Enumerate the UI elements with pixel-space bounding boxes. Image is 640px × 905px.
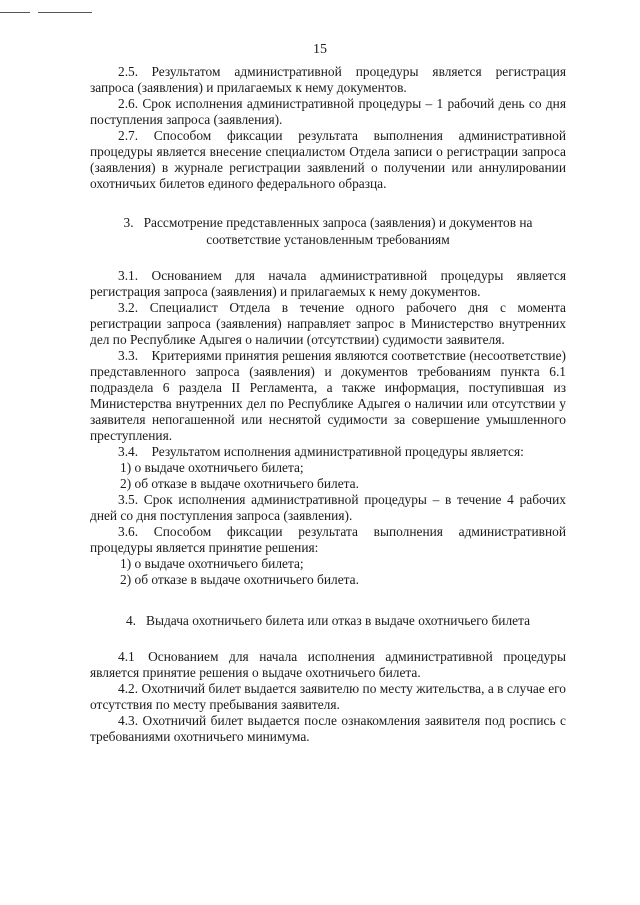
list-item-3-6-1: 1) о выдаче охотничьего билета; <box>120 556 304 571</box>
paragraph-3-3: 3.3. Критериями принятия решения являются соответствие (несоответствие) представленного запроса (заявления) и документов требованиям пункта 6.1 подраздела 6 раздела II Регламента, а также информация, поступившая из Министерства внутренних дел по Республике Адыгея о наличии или отсутствии у заявителя непогашенной или неснятой судимости за совершение умышленного преступления. <box>90 348 566 443</box>
section-4-title: 4. Выдача охотничьего билета или отказ в выдаче охотничьего билета <box>125 613 531 628</box>
paragraph-4-3: 4.3. Охотничий билет выдается после ознакомления заявителя под роспись с требованиями охотничьего минимума. <box>90 713 566 744</box>
document-body <box>90 64 566 745</box>
paragraph-3-6: 3.6. Способом фиксации результата выполнения административной процедуры является принятие решения: <box>90 524 566 555</box>
paragraph-2-6: 2.6. Срок исполнения административной процедуры – 1 рабочий день со дня поступления запроса (заявления). <box>90 96 566 127</box>
list-item-3-6-2: 2) об отказе в выдаче охотничьего билета. <box>120 572 359 587</box>
page-number: 15 <box>313 42 327 57</box>
list-item-3-4-1: 1) о выдаче охотничьего билета; <box>120 460 304 475</box>
paragraph-3-2: 3.2. Специалист Отдела в течение одного рабочего дня с момента регистрации запроса (заявления) направляет запрос в Министерство внутренних дел по Республике Адыгея о наличии (отсутствии) судимости заявителя. <box>90 300 566 347</box>
paragraph-4-1: 4.1 Основанием для начала исполнения административной процедуры является принятие решения о выдаче охотничьего билета. <box>90 649 566 680</box>
paragraph-4-2: 4.2. Охотничий билет выдается заявителю по месту жительства, а в случае его отсутствия по месту пребывания заявителя. <box>90 681 566 712</box>
paragraph-2-5: 2.5. Результатом административной процедуры является регистрация запроса (заявления) и прилагаемых к нему документов. <box>90 64 566 95</box>
section-3-title-line2: соответствие установленным требованиям <box>206 232 450 247</box>
paragraph-3-4: 3.4. Результатом исполнения административной процедуры является: <box>118 444 524 459</box>
list-item-3-4-2: 2) об отказе в выдаче охотничьего билета. <box>120 476 359 491</box>
paragraph-3-1: 3.1. Основанием для начала административной процедуры является регистрация запроса (заявления) и прилагаемых к нему документов. <box>90 268 566 299</box>
paragraph-2-7: 2.7. Способом фиксации результата выполнения административной процедуры является внесение специалистом Отдела записи о регистрации запроса (заявления) в журнале регистрации заявлений о получении или аннулировании охотничьих билетов единого федерального образца. <box>90 128 566 191</box>
paragraph-3-5: 3.5. Срок исполнения административной процедуры – в течение 4 рабочих дней со дня поступления запроса (заявления). <box>90 492 566 523</box>
section-3-title <box>90 214 566 248</box>
section-3-title-line1: 3. Рассмотрение представленных запроса (заявления) и документов на <box>123 215 533 230</box>
scan-header-mark <box>0 12 92 13</box>
